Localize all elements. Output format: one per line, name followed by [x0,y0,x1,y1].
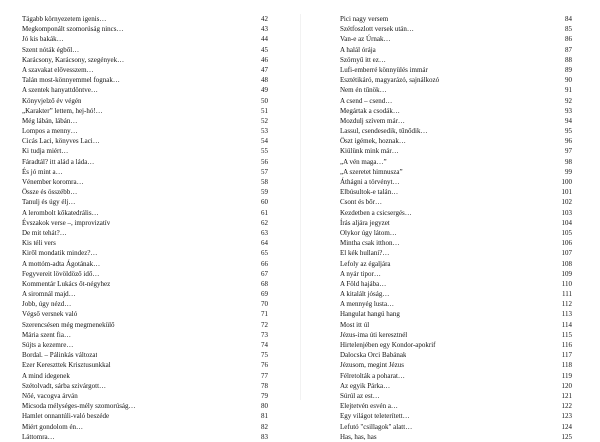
toc-entry-page-number: 72 [261,320,268,329]
toc-entry-page-number: 85 [565,25,572,34]
toc-entry-page-number: 81 [261,412,268,421]
toc-entry-page-number: 76 [261,361,268,370]
toc-entry [22,381,268,391]
toc-entry [340,96,572,106]
toc-entry-title: A kitalált jóság… [340,290,390,299]
toc-entry-title: Tanulj és úgy élj… [22,198,76,207]
toc-entry-title: És jó mint a… [22,167,63,176]
toc-entry-page-number: 59 [261,188,268,197]
toc-entry-title: Esztétikáró, magyarázó, sajnálkozó [340,76,440,85]
toc-entry-title: Karácsony, Karácsony, szegények… [22,55,125,64]
toc-entry [22,177,268,187]
toc-entry-title: A siromnál majd… [22,290,76,299]
toc-entry-title: Csont és bőr… [340,198,382,207]
toc-entry-title: Lefoly az égaljára [340,259,391,268]
toc-entry-page-number: 88 [565,55,572,64]
toc-entry-title: A Föld hajába… [340,279,387,288]
toc-entry-page-number: 55 [261,147,268,156]
toc-entry-title: Még lábán, lábán… [22,116,78,125]
toc-entry-page-number: 110 [561,279,572,288]
toc-entry-page-number: 65 [261,249,268,258]
toc-entry-title: Jó kis bakák… [22,35,64,44]
toc-entry-title: Pici nagy versem [340,15,389,23]
toc-entry-title: Olykor úgy látom… [340,228,397,237]
toc-entry-title: Félretolták a poharat… [340,371,405,380]
toc-entry [22,289,268,299]
toc-entry-title: A mind idegenek [22,371,70,380]
toc-entry [22,65,268,75]
toc-entry [22,411,268,421]
toc-entry-page-number: 108 [561,259,572,268]
toc-entry-page-number: 49 [261,86,268,95]
toc-entry-page-number: 52 [261,116,268,125]
toc-entry [22,228,268,238]
toc-entry-page-number: 86 [565,35,572,44]
toc-entry-title: Mozdulj szívem már… [340,116,405,125]
toc-entry [340,259,572,269]
toc-entry [22,34,268,44]
toc-entry [22,330,268,340]
toc-entry-page-number: 103 [561,208,572,217]
toc-entry-page-number: 74 [261,341,268,349]
toc-entry-title: Sújts a kezemre… [22,341,74,349]
left-page-contents [22,14,268,442]
toc-entry-page-number: 73 [261,330,268,339]
toc-entry [340,238,572,248]
toc-entry [340,126,572,136]
toc-entry [22,432,268,442]
toc-entry-title: Miért gondolom én… [22,422,84,431]
toc-entry [340,299,572,309]
toc-entry-page-number: 53 [261,127,268,136]
toc-entry-title: Lassul, csendesedik, tűnődik… [340,127,428,136]
toc-entry [340,197,572,207]
toc-entry-title: „Karakter” lettem, hej-hó!… [22,106,103,115]
toc-entry [340,411,572,421]
toc-entry [340,177,572,187]
toc-entry-title: „A szeretet himnusza” [340,167,403,176]
toc-entry-page-number: 120 [561,381,572,390]
toc-entry-page-number: 104 [561,218,572,227]
toc-entry-page-number: 113 [561,310,572,319]
toc-entry-title: Egy világot teleterített… [340,412,410,421]
toc-entry-title: Súrúl az est… [340,391,380,400]
toc-entry [340,340,572,350]
toc-entry-page-number: 58 [261,178,268,186]
toc-entry-title: Szent nóták égből… [22,45,80,54]
toc-entry [340,432,572,442]
toc-entry-title: A nyár tipor… [340,269,381,278]
toc-entry-title: Megkomponált szomorúság nincs… [22,25,124,34]
page-gutter [300,14,301,400]
toc-entry-page-number: 105 [561,228,572,237]
toc-entry-title: Össze és összébb… [22,188,78,197]
toc-entry [22,371,268,381]
toc-entry-page-number: 119 [561,371,572,380]
toc-entry-title: Ezer Kereszttek Krisztusunkkal [22,361,111,370]
toc-entry-title: Hirtelenjében egy Kondor-apokrif [340,341,436,349]
toc-entry-page-number: 100 [561,178,572,186]
toc-entry [22,14,268,24]
toc-entry-page-number: 96 [565,137,572,146]
toc-entry [22,259,268,269]
toc-entry-page-number: 54 [261,137,268,146]
toc-entry-page-number: 102 [561,198,572,207]
toc-entry-title: Évszakok verse –, improvizatív [22,218,111,227]
toc-entry [22,208,268,218]
toc-entry-page-number: 43 [261,25,268,34]
toc-entry-page-number: 111 [562,290,572,299]
toc-entry [22,279,268,289]
toc-entry-title: Micsoda mélységes-mély szomorúság… [22,402,136,411]
toc-entry-page-number: 91 [565,86,572,95]
toc-entry-page-number: 51 [261,106,268,115]
toc-entry-page-number: 98 [565,157,572,166]
toc-entry [22,167,268,177]
toc-entry-page-number: 92 [565,96,572,105]
toc-entry-page-number: 61 [261,208,268,217]
toc-entry [340,228,572,238]
toc-entry-title: Vénember koromra… [22,178,84,186]
toc-entry [22,238,268,248]
toc-entry-title: Hangulat hangú hang [340,310,400,319]
toc-entry [340,309,572,319]
toc-entry-page-number: 97 [565,147,572,156]
toc-entry-page-number: 87 [565,45,572,54]
toc-entry-page-number: 118 [561,361,572,370]
toc-entry-page-number: 47 [261,65,268,74]
toc-entry-title: Megártak a csodák… [340,106,400,115]
toc-entry [340,360,572,370]
toc-entry-title: Az egyik Párka… [340,381,391,390]
toc-entry-title: Lompos a menny… [22,127,78,136]
toc-entry [340,146,572,156]
toc-entry-title: Áthágni a törvényt… [340,178,400,186]
toc-entry [340,187,572,197]
toc-entry [340,350,572,360]
toc-entry-title: A lerombolt kőkatedrális… [22,208,99,217]
toc-entry [340,208,572,218]
toc-entry-page-number: 109 [561,269,572,278]
table-of-contents-spread [0,14,600,441]
toc-entry [340,422,572,432]
toc-entry-title: A csend – csend… [340,96,393,105]
toc-entry-title: Szörnyű itt ez… [340,55,386,64]
toc-entry-title: Szerencsésen még megmenekülő [22,320,115,329]
toc-entry-page-number: 63 [261,228,268,237]
toc-entry [22,340,268,350]
toc-entry-page-number: 107 [561,249,572,258]
toc-entry-title: Bordal. – Pálinkás változat [22,351,98,360]
toc-entry-page-number: 95 [565,127,572,136]
toc-entry [340,371,572,381]
toc-entry [340,65,572,75]
toc-entry-title: Jézusom, megint Jézus [340,361,404,370]
toc-entry-page-number: 99 [565,167,572,176]
toc-entry-title: Fegyvereit lövöldöző idő… [22,269,100,278]
toc-entry [22,126,268,136]
toc-entry [22,422,268,432]
toc-entry-page-number: 64 [261,239,268,248]
toc-entry-title: A halál órája [340,45,376,54]
toc-entry-page-number: 121 [561,391,572,400]
toc-entry-title: Lefutó "csillagok" alatt… [340,422,413,431]
toc-entry-title: Kiről mondatik mindez?… [22,249,98,258]
toc-entry-title: Ki tudja miért… [22,147,69,156]
toc-entry [22,187,268,197]
toc-entry-title: Nem én tűnök… [340,86,387,95]
toc-entry-title: Van-e az Úrnak… [340,35,391,44]
toc-entry [22,45,268,55]
toc-entry-page-number: 114 [561,320,572,329]
toc-entry-title: Végső versnek való [22,310,78,319]
toc-entry [22,85,268,95]
right-page-contents [340,14,572,442]
toc-entry-title: Most itt úl [340,320,370,329]
toc-entry-page-number: 116 [561,341,572,349]
toc-entry-page-number: 125 [561,432,572,441]
toc-entry [340,24,572,34]
toc-entry-title: Mintha csak itthon… [340,239,400,248]
toc-entry [340,330,572,340]
toc-entry-page-number: 70 [261,300,268,309]
toc-entry-page-number: 83 [261,432,268,441]
toc-entry-title: A mennyég lusta… [340,300,395,309]
toc-entry-page-number: 84 [565,15,572,23]
toc-entry-title: Lufi-emberré könnyülés immár [340,65,428,74]
toc-entry-title: De mit tehát?… [22,228,67,237]
toc-entry-page-number: 106 [561,239,572,248]
toc-entry [340,14,572,24]
toc-entry-page-number: 62 [261,218,268,227]
toc-entry [22,55,268,65]
toc-entry-title: Kiülünk mink már… [340,147,399,156]
toc-entry [340,289,572,299]
toc-entry-title: Szétfoszlott versek után… [340,25,414,34]
toc-entry-title: A szentek hanyattdöntve… [22,86,98,95]
toc-entry-title: A szavakat elővesszem… [22,65,94,74]
toc-entry-title: Kis téli vers [22,239,56,248]
toc-entry [22,197,268,207]
toc-entry-page-number: 46 [261,55,268,64]
toc-entry [22,24,268,34]
toc-entry [340,116,572,126]
toc-entry-page-number: 48 [261,76,268,85]
toc-entry-page-number: 42 [261,15,268,23]
toc-entry [22,360,268,370]
toc-entry [22,75,268,85]
toc-entry [340,320,572,330]
toc-entry-page-number: 67 [261,269,268,278]
toc-entry-page-number: 123 [561,412,572,421]
toc-entry [340,45,572,55]
toc-entry-title: Elbúsultok-e talán… [340,188,399,197]
toc-entry [22,96,268,106]
toc-entry-page-number: 93 [565,106,572,115]
toc-entry [22,136,268,146]
toc-entry-page-number: 69 [261,290,268,299]
toc-entry-title: A mottóm-adta Ágotának… [22,259,101,268]
toc-entry-page-number: 50 [261,96,268,105]
toc-entry [340,269,572,279]
toc-entry-title: Öszt igémek, hoznak… [340,137,406,146]
toc-entry-page-number: 57 [261,167,268,176]
toc-entry [340,401,572,411]
toc-entry [22,269,268,279]
toc-entry-page-number: 66 [261,259,268,268]
toc-entry-title: Dalocska Orci Babának [340,351,407,360]
toc-entry-title: Jobb, úgy nézd… [22,300,72,309]
toc-entry-title: „A vén maga…” [340,157,387,166]
toc-entry-page-number: 112 [561,300,572,309]
toc-entry-title: Jézus-ima úti keresztnél [340,330,408,339]
toc-entry-title: Kommentár Lukács őt-négyhez [22,279,111,288]
toc-entry-page-number: 68 [261,279,268,288]
toc-entry-title: Könyvjelző év végén [22,96,82,105]
toc-entry [340,106,572,116]
toc-entry [340,75,572,85]
toc-entry-title: Tágabb környezetem igenis… [22,15,107,23]
toc-entry-page-number: 82 [261,422,268,431]
toc-entry-title: Cicás Laci, könyves Laci… [22,137,100,146]
toc-entry-title: Hamlet onnantúli-való beszéde [22,412,110,421]
toc-entry-page-number: 89 [565,65,572,74]
toc-entry-page-number: 60 [261,198,268,207]
toc-entry-page-number: 78 [261,381,268,390]
toc-entry [22,146,268,156]
toc-entry-title: Nőé, vacogva árván [22,391,78,400]
toc-entry-page-number: 115 [561,330,572,339]
toc-entry-page-number: 71 [261,310,268,319]
toc-entry-title: Has, has, has [340,432,377,441]
toc-entry-page-number: 45 [261,45,268,54]
toc-entry-page-number: 56 [261,157,268,166]
toc-entry [340,279,572,289]
toc-entry [340,34,572,44]
toc-entry [22,299,268,309]
toc-entry-page-number: 122 [561,402,572,411]
toc-entry [22,218,268,228]
toc-entry [340,157,572,167]
toc-entry [22,248,268,258]
toc-entry [340,136,572,146]
toc-entry-page-number: 44 [261,35,268,44]
toc-entry [22,157,268,167]
toc-entry-page-number: 80 [261,402,268,411]
toc-entry-title: El kék hullani?… [340,249,390,258]
toc-entry [22,309,268,319]
toc-entry [340,381,572,391]
toc-entry [340,248,572,258]
toc-entry-title: Elejtetvén esvén a… [340,402,398,411]
toc-entry-page-number: 79 [261,391,268,400]
toc-entry-page-number: 77 [261,371,268,380]
toc-entry-title: Fáradtál? itt alád a láda… [22,157,95,166]
toc-entry-title: Mária szent fia… [22,330,71,339]
toc-entry-title: Írás aljára jegyzet [340,218,390,227]
toc-entry [22,320,268,330]
toc-entry-page-number: 94 [565,116,572,125]
toc-entry [22,116,268,126]
toc-entry [22,401,268,411]
toc-entry-title: Láttomra… [22,432,55,441]
toc-entry-page-number: 117 [561,351,572,360]
toc-entry-page-number: 124 [561,422,572,431]
toc-entry-page-number: 75 [261,351,268,360]
toc-entry [340,55,572,65]
toc-entry [340,167,572,177]
toc-entry [340,218,572,228]
toc-entry-page-number: 90 [565,76,572,85]
toc-entry-title: Kezdetben a csicsergés… [340,208,412,217]
toc-entry [22,106,268,116]
toc-entry [340,85,572,95]
toc-entry-title: Szétolvadt, sárba szivárgott… [22,381,107,390]
toc-entry-page-number: 101 [561,188,572,197]
toc-entry [22,350,268,360]
toc-entry-title: Talán most-könnyemmel fognak… [22,76,120,85]
